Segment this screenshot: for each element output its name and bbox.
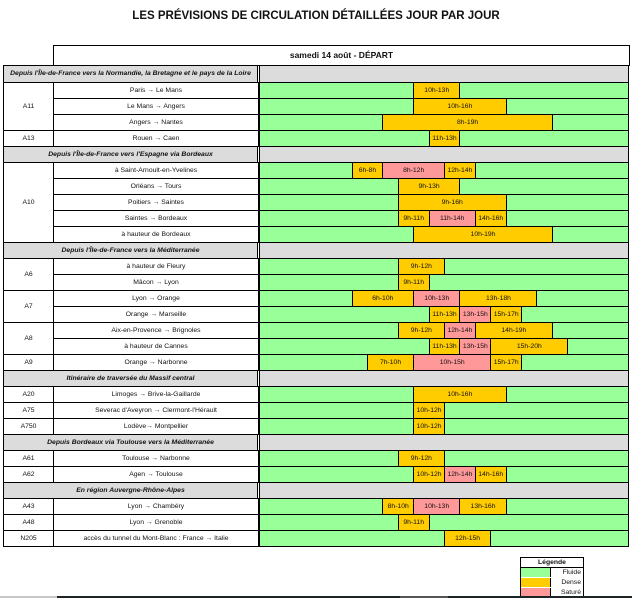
- section-track: [259, 434, 629, 451]
- route-label: Agen → Toulouse: [53, 466, 259, 483]
- traffic-segment-dense: 9h-12h: [398, 258, 445, 275]
- timeline-track: [259, 338, 629, 355]
- timeline-track: [259, 178, 629, 195]
- road-number: A20: [3, 386, 54, 403]
- route-label: à hauteur de Bordeaux: [53, 226, 259, 243]
- traffic-segment-dense: 8h-10h: [382, 498, 414, 515]
- legend: [520, 557, 584, 598]
- route-label: à hauteur de Fleury: [53, 258, 259, 275]
- route-label: Lyon → Orange: [53, 290, 259, 307]
- traffic-segment-sature: 13h-15h: [459, 338, 491, 355]
- traffic-segment-dense: 11h-13h: [429, 338, 461, 355]
- section-track: [259, 146, 629, 163]
- timeline-track: [259, 114, 629, 131]
- timeline-track: [259, 194, 629, 211]
- timeline-track: [259, 226, 629, 243]
- road-number: A48: [3, 514, 54, 531]
- traffic-segment-dense: 9h-11h: [398, 514, 430, 531]
- section-track: [259, 65, 629, 83]
- timeline-track: [259, 130, 629, 147]
- section-title: Depuis l'Île-de-France vers l'Espagne via Bordeaux: [3, 146, 258, 163]
- route-label: Severac d'Aveyron → Clermont-l'Hérault: [53, 402, 259, 419]
- road-number: A6: [3, 258, 54, 291]
- traffic-segment-dense: 9h-11h: [398, 210, 430, 227]
- legend-swatch-dense: [521, 578, 551, 587]
- traffic-segment-dense: 14h-19h: [475, 322, 553, 339]
- traffic-segment-dense: 13h-16h: [459, 498, 506, 515]
- road-number: A8: [3, 322, 54, 355]
- page-title: LES PRÉVISIONS DE CIRCULATION DÉTAILLÉES JOUR PAR JOUR: [132, 10, 500, 22]
- traffic-segment-dense: 15h-17h: [490, 306, 522, 323]
- route-label: accès du tunnel du Mont-Blanc : France → Italie: [53, 530, 259, 547]
- traffic-segment-dense: 15h-17h: [490, 354, 522, 371]
- traffic-segment-dense: 11h-13h: [429, 306, 461, 323]
- timeline-track: [259, 290, 629, 307]
- traffic-segment-dense: 6h-10h: [352, 290, 415, 307]
- timeline-track: [259, 450, 629, 467]
- road-number: A43: [3, 498, 54, 515]
- legend-label: Fluide: [562, 569, 581, 576]
- route-label: Aix-en-Provence → Brignoles: [53, 322, 259, 339]
- road-number: A62: [3, 466, 54, 483]
- section-title: Depuis l'Île-de-France vers la Normandie, la Bretagne et le pays de la Loire: [3, 65, 258, 83]
- section-row: [3, 370, 629, 387]
- timeline-track: [259, 466, 629, 483]
- traffic-segment-sature: 12h-14h: [444, 466, 476, 483]
- road-number: A750: [3, 418, 54, 435]
- road-number: A7: [3, 290, 54, 323]
- timeline-track: [259, 162, 629, 179]
- traffic-segment-dense: 9h-11h: [398, 274, 430, 291]
- timeline-track: [259, 386, 629, 403]
- timeline-track: [259, 514, 629, 531]
- route-label: Orange → Marseille: [53, 306, 259, 323]
- traffic-segment-sature: 10h-13h: [413, 290, 460, 307]
- day-header: samedi 14 août - DÉPART: [53, 45, 630, 66]
- section-row: [3, 65, 629, 83]
- traffic-segment-sature: 12h-14h: [444, 322, 476, 339]
- section-title: Depuis l'Île-de-France vers la Méditerranée: [3, 242, 258, 259]
- traffic-segment-dense: 6h-8h: [352, 162, 384, 179]
- route-label: Saintes → Bordeaux: [53, 210, 259, 227]
- timeline-track: [259, 322, 629, 339]
- traffic-segment-dense: 10h-19h: [413, 226, 553, 243]
- traffic-segment-dense: 14h-16h: [475, 466, 507, 483]
- traffic-segment-dense: 10h-12h: [413, 402, 445, 419]
- road-number: A13: [3, 130, 54, 147]
- route-label: à Saint-Arnoult-en-Yvelines: [53, 162, 259, 179]
- timeline-track: [259, 530, 629, 547]
- section-row: [3, 242, 629, 259]
- section-track: [259, 242, 629, 259]
- road-number: A10: [3, 162, 54, 243]
- traffic-segment-dense: 9h-16h: [398, 194, 507, 211]
- timeline-track: [259, 418, 629, 435]
- timeline-track: [259, 498, 629, 515]
- section-row: [3, 482, 629, 499]
- traffic-segment-dense: 10h-16h: [413, 386, 507, 403]
- route-label: Toulouse → Narbonne: [53, 450, 259, 467]
- legend-item-dense: [521, 577, 583, 587]
- legend-label: Dense: [561, 579, 581, 586]
- section-row: [3, 434, 629, 451]
- traffic-segment-dense: 8h-19h: [382, 114, 553, 131]
- legend-item-fluide: [521, 568, 583, 577]
- timeline-track: [259, 82, 629, 99]
- traffic-segment-dense: 13h-18h: [459, 290, 537, 307]
- section-row: [3, 146, 629, 163]
- road-number: A11: [3, 82, 54, 131]
- timeline-track: [259, 98, 629, 115]
- section-track: [259, 370, 629, 387]
- route-label: Rouen → Caen: [53, 130, 259, 147]
- road-number: A9: [3, 354, 54, 371]
- timeline-track: [259, 354, 629, 371]
- timeline-track: [259, 258, 629, 275]
- traffic-segment-dense: 9h-12h: [398, 450, 445, 467]
- route-label: Lodève→ Montpellier: [53, 418, 259, 435]
- section-track: [259, 482, 629, 499]
- timeline-track: [259, 210, 629, 227]
- timeline-track: [259, 274, 629, 291]
- timeline-track: [259, 306, 629, 323]
- traffic-segment-dense: 12h-14h: [444, 162, 476, 179]
- legend-label: Saturé: [560, 589, 581, 596]
- traffic-segment-dense: 10h-12h: [413, 466, 445, 483]
- route-label: Orléans → Tours: [53, 178, 259, 195]
- traffic-segment-dense: 11h-13h: [429, 130, 461, 147]
- route-label: Poitiers → Saintes: [53, 194, 259, 211]
- traffic-segment-sature: 8h-12h: [382, 162, 445, 179]
- legend-swatch-fluide: [521, 568, 551, 577]
- legend-title: Légende: [521, 558, 583, 568]
- traffic-segment-dense: 10h-16h: [413, 98, 507, 115]
- traffic-segment-sature: 10h-13h: [413, 498, 460, 515]
- traffic-segment-dense: 14h-16h: [475, 210, 507, 227]
- timeline-track: [259, 402, 629, 419]
- traffic-segment-sature: 10h-15h: [413, 354, 491, 371]
- traffic-segment-sature: 11h-14h: [429, 210, 476, 227]
- route-label: Lyon → Grenoble: [53, 514, 259, 531]
- section-title: Itinéraire de traversée du Massif central: [3, 370, 258, 387]
- route-label: Mâcon → Lyon: [53, 274, 259, 291]
- traffic-segment-dense: 12h-15h: [444, 530, 491, 547]
- road-number: N205: [3, 530, 54, 547]
- traffic-segment-dense: 9h-13h: [398, 178, 461, 195]
- route-label: Paris → Le Mans: [53, 82, 259, 99]
- traffic-segment-sature: 13h-15h: [459, 306, 491, 323]
- traffic-segment-dense: 9h-12h: [398, 322, 445, 339]
- route-label: Orange → Narbonne: [53, 354, 259, 371]
- route-label: Angers → Nantes: [53, 114, 259, 131]
- route-label: Le Mans → Angers: [53, 98, 259, 115]
- section-title: Depuis Bordeaux via Toulouse vers la Méditerranée: [3, 434, 258, 451]
- section-title: En région Auvergne-Rhône-Alpes: [3, 482, 258, 499]
- traffic-segment-dense: 10h-13h: [413, 82, 460, 99]
- route-label: Limoges → Brive-la-Gaillarde: [53, 386, 259, 403]
- road-number: A75: [3, 402, 54, 419]
- route-label: Lyon → Chambéry: [53, 498, 259, 515]
- traffic-segment-dense: 15h-20h: [490, 338, 568, 355]
- traffic-segment-dense: 10h-12h: [413, 418, 445, 435]
- traffic-segment-dense: 7h-10h: [367, 354, 414, 371]
- route-label: à hauteur de Cannes: [53, 338, 259, 355]
- road-number: A61: [3, 450, 54, 467]
